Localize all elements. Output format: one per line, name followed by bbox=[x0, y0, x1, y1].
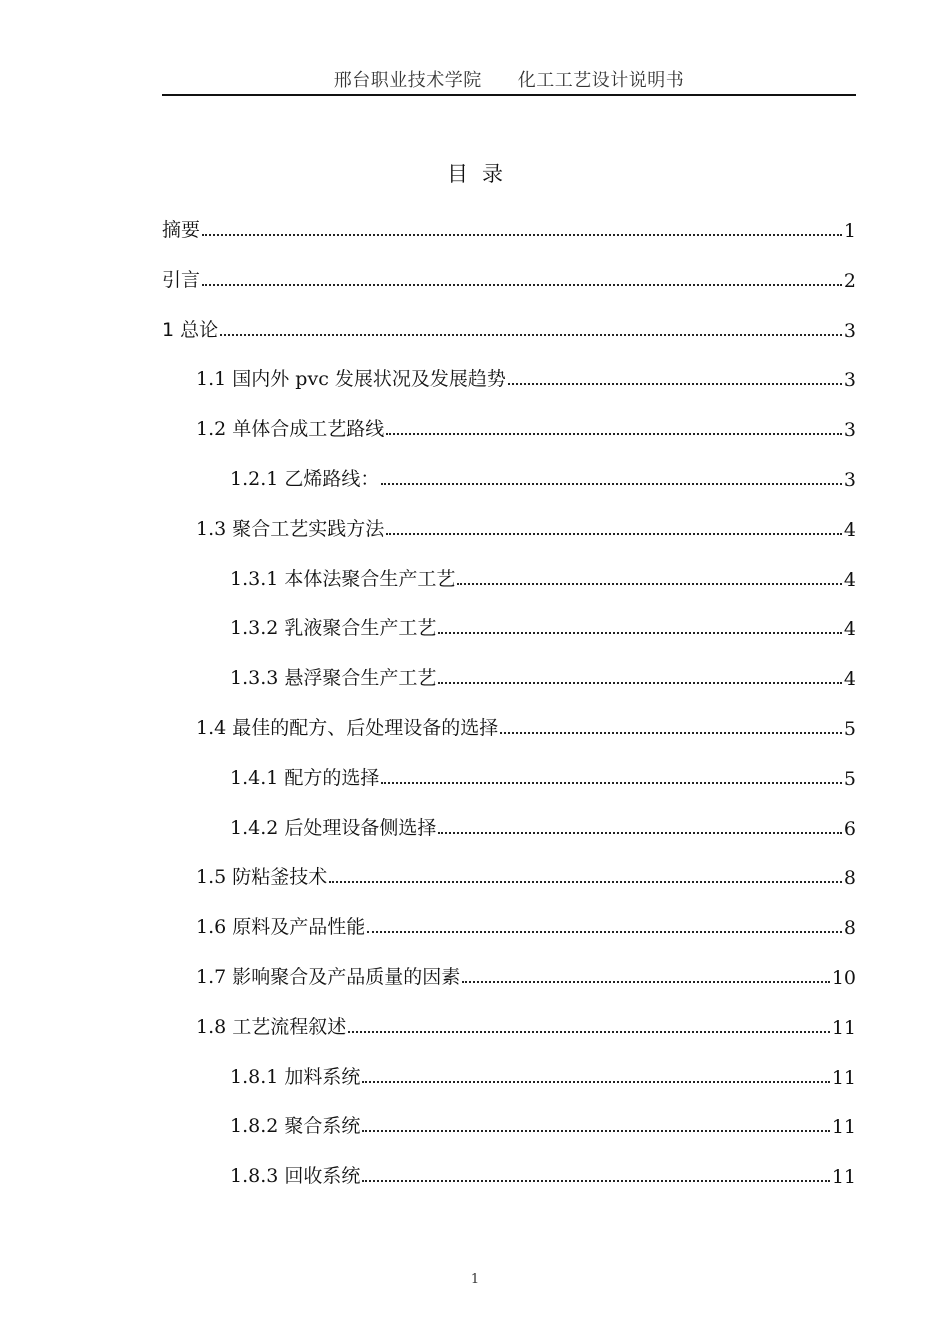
header-school: 邢台职业技术学院 bbox=[333, 70, 482, 91]
toc-entry[interactable] bbox=[230, 457, 856, 491]
toc-entry-page: 11 bbox=[831, 1066, 856, 1089]
toc-entry-page: 1 bbox=[843, 220, 856, 242]
toc-leader-dots bbox=[362, 1180, 829, 1182]
toc-entry-label: 1.8.1 加料系统 bbox=[230, 1065, 361, 1088]
toc-entry[interactable] bbox=[196, 955, 856, 989]
toc-leader-dots bbox=[367, 931, 842, 933]
toc-entry-label: 摘要 bbox=[162, 219, 201, 241]
toc-entry[interactable] bbox=[230, 606, 856, 640]
toc-entry-label: 1.2.1 乙烯路线： bbox=[230, 468, 380, 490]
toc-entry-page: 11 bbox=[831, 1166, 856, 1189]
toc-entry-label: 1.6 原料及产品性能 bbox=[196, 916, 366, 939]
toc-leader-dots bbox=[202, 284, 842, 286]
toc-leader-dots bbox=[220, 334, 842, 336]
toc-entry[interactable] bbox=[196, 905, 856, 939]
toc-entry-page: 10 bbox=[831, 967, 856, 989]
toc-entry[interactable] bbox=[196, 507, 856, 541]
toc-entry-label: 1.8 工艺流程叙述 bbox=[196, 1015, 347, 1038]
header-doc-title: 化工工艺设计说明书 bbox=[517, 70, 685, 91]
toc-leader-dots bbox=[508, 383, 842, 385]
toc-leader-dots bbox=[438, 682, 842, 684]
toc-entry-label: 1.4 最佳的配方、后处理设备的选择 bbox=[196, 717, 499, 739]
toc-entry-page: 4 bbox=[843, 568, 856, 591]
toc-entry-label: 1.8.2 聚合系统 bbox=[230, 1115, 361, 1138]
toc-entry-label: 1.4.1 配方的选择 bbox=[230, 766, 380, 789]
header-rule bbox=[162, 94, 856, 96]
toc-leader-dots bbox=[462, 981, 830, 983]
toc-entry[interactable] bbox=[230, 806, 856, 840]
toc-entry-page: 8 bbox=[843, 917, 856, 940]
toc-entry[interactable] bbox=[196, 357, 856, 391]
toc-leader-dots bbox=[329, 881, 842, 883]
toc-entry[interactable] bbox=[230, 1055, 856, 1089]
toc-entry[interactable] bbox=[162, 258, 856, 292]
toc-entry-label: 1.2 单体合成工艺路线 bbox=[196, 418, 385, 441]
toc-entry[interactable] bbox=[162, 208, 856, 242]
toc-entry[interactable] bbox=[196, 855, 856, 889]
toc-leader-dots bbox=[457, 583, 842, 585]
toc-entry[interactable] bbox=[196, 407, 856, 441]
toc-entry-label: 1.1 国内外 pvc 发展状况及发展趋势 bbox=[196, 368, 506, 391]
toc-entry-page: 3 bbox=[843, 419, 856, 442]
toc-entry-page: 8 bbox=[843, 867, 856, 890]
toc-entry-page: 6 bbox=[843, 817, 856, 840]
toc-leader-dots bbox=[386, 433, 842, 435]
toc-entry-page: 3 bbox=[843, 369, 856, 392]
page-header bbox=[162, 66, 856, 94]
toc-entry-page: 4 bbox=[843, 668, 856, 691]
toc-entry-label: 引言 bbox=[162, 268, 201, 291]
toc-entry-label: 1 总论 bbox=[162, 318, 219, 341]
toc-entry-page: 2 bbox=[843, 269, 856, 292]
toc-entry-label: 1.7 影响聚合及产品质量的因素 bbox=[196, 966, 461, 988]
toc-entry[interactable] bbox=[230, 557, 856, 591]
toc-leader-dots bbox=[381, 782, 842, 784]
toc-entry[interactable] bbox=[230, 1154, 856, 1188]
toc-entry-page: 11 bbox=[831, 1016, 856, 1039]
toc-entry[interactable] bbox=[196, 1005, 856, 1039]
toc-leader-dots bbox=[362, 1081, 829, 1083]
toc-entry-page: 3 bbox=[843, 319, 856, 342]
toc-entry-label: 1.8.3 回收系统 bbox=[230, 1165, 361, 1188]
toc-entry-page: 4 bbox=[843, 618, 856, 641]
toc-entry-page: 4 bbox=[843, 518, 856, 541]
toc-entry[interactable] bbox=[230, 656, 856, 690]
toc-entry-page: 5 bbox=[843, 718, 856, 740]
toc-entry-page: 11 bbox=[831, 1116, 856, 1139]
toc-entry[interactable] bbox=[196, 706, 856, 740]
toc-title: 目录 bbox=[447, 162, 517, 186]
toc-entry[interactable] bbox=[230, 756, 856, 790]
toc-entry-label: 1.4.2 后处理设备侧选择 bbox=[230, 816, 437, 839]
toc-leader-dots bbox=[386, 533, 842, 535]
toc-leader-dots bbox=[348, 1031, 830, 1033]
toc-leader-dots bbox=[202, 234, 842, 236]
toc-entry-label: 1.3.1 本体法聚合生产工艺 bbox=[230, 567, 456, 590]
toc-leader-dots bbox=[381, 483, 842, 485]
toc-entry-label: 1.3 聚合工艺实践方法 bbox=[196, 517, 385, 540]
toc-entry-label: 1.3.2 乳液聚合生产工艺 bbox=[230, 617, 437, 640]
toc-leader-dots bbox=[438, 832, 842, 834]
toc-leader-dots bbox=[438, 632, 842, 634]
toc-entry-page: 3 bbox=[843, 469, 856, 491]
toc-entry[interactable] bbox=[162, 308, 856, 342]
toc-leader-dots bbox=[500, 732, 842, 734]
toc-entry[interactable] bbox=[230, 1104, 856, 1138]
toc-leader-dots bbox=[362, 1130, 829, 1132]
page-number: 1 bbox=[470, 1272, 480, 1287]
toc-entry-label: 1.3.3 悬浮聚合生产工艺 bbox=[230, 667, 437, 690]
toc-entry-label: 1.5 防粘釜技术 bbox=[196, 866, 328, 889]
toc-entry-page: 5 bbox=[843, 767, 856, 790]
